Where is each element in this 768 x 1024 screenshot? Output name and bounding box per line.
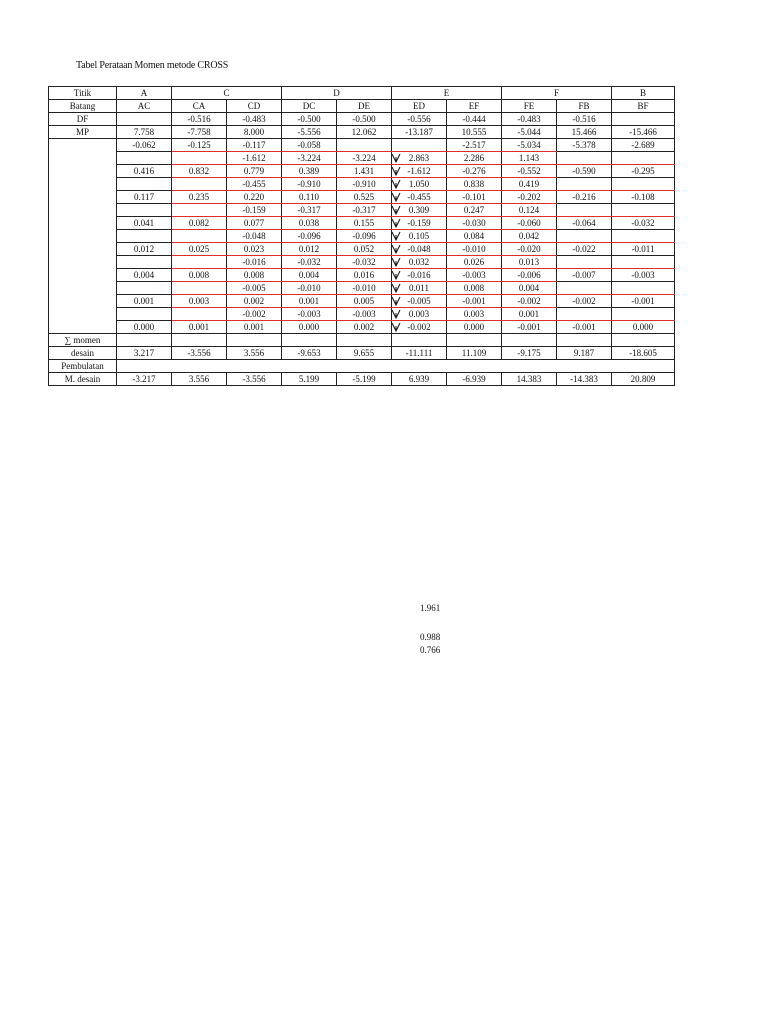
iteration-cell: 0.041 [117, 217, 172, 230]
iteration-cell: 0.001 [502, 308, 557, 321]
batang-header: AC [117, 100, 172, 113]
iteration-cell: -0.032 [337, 256, 392, 269]
mp-label: MP [49, 126, 117, 139]
iteration-cell: 0.038 [282, 217, 337, 230]
iteration-cell: -0.096 [282, 230, 337, 243]
iteration-cell: 0.008 [172, 269, 227, 282]
carry-arrow-icon [392, 309, 402, 320]
iteration-cell [117, 204, 172, 217]
cross-moment-table [48, 86, 675, 386]
carry-arrow-icon [392, 166, 402, 177]
iteration-cell: -0.002 [392, 321, 447, 334]
iteration-cell: -0.010 [282, 282, 337, 295]
iteration-cell [172, 308, 227, 321]
carry-arrow-icon [392, 231, 402, 242]
carry-arrow-icon [392, 179, 402, 190]
iteration-cell [557, 230, 612, 243]
iteration-cell [172, 256, 227, 269]
batang-header: CD [227, 100, 282, 113]
sum-cell: 9.187 [557, 347, 612, 360]
sum-cell: -3.556 [172, 347, 227, 360]
carry-arrow-icon [392, 283, 402, 294]
iteration-cell: -0.910 [337, 178, 392, 191]
iteration-cell: 0.002 [337, 321, 392, 334]
iteration-cell: 0.110 [282, 191, 337, 204]
iteration-cell: -0.003 [447, 269, 502, 282]
iteration-cell: -0.016 [392, 269, 447, 282]
sum-cell: 11.109 [447, 347, 502, 360]
df-cell: -0.500 [282, 113, 337, 126]
iteration-cell: 0.105 [392, 230, 447, 243]
iteration-cell: -0.108 [612, 191, 675, 204]
iteration-cell: 0.016 [337, 269, 392, 282]
iteration-cell [117, 178, 172, 191]
iteration-cell: 0.084 [447, 230, 502, 243]
iteration-cell: -0.117 [227, 139, 282, 152]
iteration-cell: 0.155 [337, 217, 392, 230]
df-cell: -0.500 [337, 113, 392, 126]
iteration-cell: 0.117 [117, 191, 172, 204]
iteration-cell [392, 139, 447, 152]
iteration-cell: -0.002 [557, 295, 612, 308]
iteration-cell [612, 204, 675, 217]
batang-header: ED [392, 100, 447, 113]
sum-spacer [557, 334, 612, 347]
iteration-cell: 0.001 [227, 321, 282, 334]
iteration-cell: -0.003 [282, 308, 337, 321]
iteration-row [49, 282, 675, 295]
iteration-cell: -0.022 [557, 243, 612, 256]
iteration-cell [557, 308, 612, 321]
iteration-cell: -0.003 [612, 269, 675, 282]
df-cell: -0.516 [557, 113, 612, 126]
iteration-row [49, 139, 675, 152]
iteration-cell [117, 152, 172, 165]
iteration-cell [172, 152, 227, 165]
iteration-cell: 0.000 [447, 321, 502, 334]
iteration-cell: -0.006 [502, 269, 557, 282]
titik-label: Titik [49, 87, 117, 100]
titik-header: A [117, 87, 172, 100]
iteration-cell: 0.002 [227, 295, 282, 308]
iteration-cell: -0.010 [337, 282, 392, 295]
iteration-cell: 0.005 [337, 295, 392, 308]
iteration-cell: 0.082 [172, 217, 227, 230]
iteration-cell: -0.016 [227, 256, 282, 269]
iteration-cell [612, 282, 675, 295]
iteration-cell: -0.048 [392, 243, 447, 256]
iteration-cell: 0.838 [447, 178, 502, 191]
iteration-cell: 0.025 [172, 243, 227, 256]
mp-cell: 7.758 [117, 126, 172, 139]
titik-header: F [502, 87, 612, 100]
iteration-cell: -2.517 [447, 139, 502, 152]
iteration-cell: 0.001 [117, 295, 172, 308]
iteration-cell: -0.101 [447, 191, 502, 204]
df-row [49, 113, 675, 126]
iteration-cell: -0.455 [227, 178, 282, 191]
sum-label: desain [49, 347, 117, 360]
df-cell [612, 113, 675, 126]
df-cell: -0.483 [227, 113, 282, 126]
iteration-cell: 0.023 [227, 243, 282, 256]
carry-arrow-icon [392, 296, 402, 307]
carry-arrow-icon [392, 270, 402, 281]
iteration-cell [612, 256, 675, 269]
rounded-cell: -3.217 [117, 373, 172, 386]
iteration-cell: -0.590 [557, 165, 612, 178]
iteration-cell: -0.011 [612, 243, 675, 256]
rounded-cell: 3.556 [172, 373, 227, 386]
rounded-cell: 20.809 [612, 373, 675, 386]
iteration-cell [117, 308, 172, 321]
iteration-cell: -2.689 [612, 139, 675, 152]
iteration-cell: 0.124 [502, 204, 557, 217]
iteration-cell: -0.005 [392, 295, 447, 308]
sum-spacer [337, 334, 392, 347]
iteration-cell: -0.295 [612, 165, 675, 178]
iteration-row [49, 230, 675, 243]
iteration-cell [612, 230, 675, 243]
sum-cell: -9.653 [282, 347, 337, 360]
sum-spacer [392, 334, 447, 347]
iteration-cell: 0.416 [117, 165, 172, 178]
iteration-cell: 2.286 [447, 152, 502, 165]
iteration-cell: 0.026 [447, 256, 502, 269]
iteration-cell: 0.042 [502, 230, 557, 243]
batang-header: FE [502, 100, 557, 113]
extra-value-1: 1.961 [420, 603, 441, 613]
iteration-cell: -0.007 [557, 269, 612, 282]
iteration-cell [117, 230, 172, 243]
iteration-cell: 0.000 [612, 321, 675, 334]
iteration-cell [117, 256, 172, 269]
iteration-cell [172, 230, 227, 243]
iteration-row [49, 178, 675, 191]
batang-row [49, 100, 675, 113]
iteration-row [49, 152, 675, 165]
df-label: DF [49, 113, 117, 126]
iteration-cell: -0.032 [612, 217, 675, 230]
rounded-cell: 5.199 [282, 373, 337, 386]
iteration-row [49, 295, 675, 308]
mp-cell: -5.044 [502, 126, 557, 139]
extra-value-2: 0.988 [420, 632, 441, 642]
sum-spacer [117, 334, 172, 347]
iteration-cell: 0.000 [117, 321, 172, 334]
iteration-cell: -0.048 [227, 230, 282, 243]
iteration-cell: 0.008 [227, 269, 282, 282]
iteration-cell: -0.060 [502, 217, 557, 230]
round-spacer [117, 360, 675, 373]
batang-header: FB [557, 100, 612, 113]
iteration-cell [612, 178, 675, 191]
iteration-cell: 0.008 [447, 282, 502, 295]
extra-value-3: 0.766 [420, 645, 441, 655]
iteration-cell: -0.001 [557, 321, 612, 334]
iteration-cell [337, 139, 392, 152]
iteration-cell: -0.002 [502, 295, 557, 308]
mp-row [49, 126, 675, 139]
iteration-cell: 0.779 [227, 165, 282, 178]
mp-cell: -13.187 [392, 126, 447, 139]
iteration-cell: 2.863 [392, 152, 447, 165]
iteration-cell: 0.012 [117, 243, 172, 256]
carry-arrow-icon [392, 218, 402, 229]
iteration-cell: -0.159 [227, 204, 282, 217]
sum-cell: 3.556 [227, 347, 282, 360]
df-cell: -0.483 [502, 113, 557, 126]
iteration-cell: -3.224 [282, 152, 337, 165]
iteration-cell [172, 282, 227, 295]
carry-arrow-icon [392, 244, 402, 255]
round-row-top [49, 360, 675, 373]
iteration-cell [172, 204, 227, 217]
iteration-cell: 0.004 [117, 269, 172, 282]
table-title: Tabel Perataan Momen metode CROSS [76, 60, 229, 71]
iteration-row [49, 321, 675, 334]
sum-cell: -9.175 [502, 347, 557, 360]
iteration-cell: -3.224 [337, 152, 392, 165]
iteration-cell: -1.612 [227, 152, 282, 165]
sum-cell: -18.605 [612, 347, 675, 360]
iteration-cell: -0.910 [282, 178, 337, 191]
mp-cell: 12.062 [337, 126, 392, 139]
iteration-cell: -0.002 [227, 308, 282, 321]
mp-cell: 8.000 [227, 126, 282, 139]
iteration-row [49, 191, 675, 204]
titik-header: D [282, 87, 392, 100]
iteration-cell [557, 178, 612, 191]
sum-row-top [49, 334, 675, 347]
carry-arrow-icon [392, 322, 402, 333]
iteration-row [49, 217, 675, 230]
iteration-cell [557, 204, 612, 217]
iteration-cell [172, 178, 227, 191]
iteration-cell: 0.001 [172, 321, 227, 334]
sum-spacer [612, 334, 675, 347]
carry-arrow-icon [392, 257, 402, 268]
iteration-cell: -0.062 [117, 139, 172, 152]
iteration-cell: -0.216 [557, 191, 612, 204]
sum-spacer [227, 334, 282, 347]
iteration-cell: 0.003 [447, 308, 502, 321]
sum-spacer [502, 334, 557, 347]
batang-header: EF [447, 100, 502, 113]
iteration-cell: 0.309 [392, 204, 447, 217]
sum-spacer [172, 334, 227, 347]
titik-header: C [172, 87, 282, 100]
iteration-cell: -0.058 [282, 139, 337, 152]
iteration-cell: 0.220 [227, 191, 282, 204]
sum-label-top: ∑ momen [49, 334, 117, 347]
rounded-cell: -3.556 [227, 373, 282, 386]
iteration-row [49, 165, 675, 178]
iteration-cell: -0.317 [282, 204, 337, 217]
iteration-cell: -0.032 [282, 256, 337, 269]
round-label: M. desain [49, 373, 117, 386]
batang-label: Batang [49, 100, 117, 113]
iteration-cell: 0.011 [392, 282, 447, 295]
iteration-cell: -0.064 [557, 217, 612, 230]
iteration-cell: 0.004 [282, 269, 337, 282]
carry-arrow-icon [392, 192, 402, 203]
rounded-cell: -6.939 [447, 373, 502, 386]
iteration-cell: -5.034 [502, 139, 557, 152]
iteration-cell: 0.013 [502, 256, 557, 269]
iteration-cell [117, 282, 172, 295]
iteration-cell: -0.030 [447, 217, 502, 230]
mp-cell: 10.555 [447, 126, 502, 139]
iteration-cell: 1.050 [392, 178, 447, 191]
iteration-cell: 0.247 [447, 204, 502, 217]
iteration-cell [557, 152, 612, 165]
iteration-cell: -0.455 [392, 191, 447, 204]
iteration-cell: 1.143 [502, 152, 557, 165]
df-cell: -0.556 [392, 113, 447, 126]
round-row [49, 373, 675, 386]
batang-header: DE [337, 100, 392, 113]
iteration-row [49, 269, 675, 282]
iteration-cell: -1.612 [392, 165, 447, 178]
sum-cell: -11.111 [392, 347, 447, 360]
iteration-cell: -0.005 [227, 282, 282, 295]
iteration-cell: 0.389 [282, 165, 337, 178]
iteration-cell: -0.003 [337, 308, 392, 321]
iteration-row [49, 308, 675, 321]
iteration-cell: 1.431 [337, 165, 392, 178]
sum-spacer [447, 334, 502, 347]
iteration-cell: -0.096 [337, 230, 392, 243]
mp-cell: 15.466 [557, 126, 612, 139]
iteration-cell: 0.032 [392, 256, 447, 269]
iteration-cell: 0.012 [282, 243, 337, 256]
iteration-cell: 0.003 [392, 308, 447, 321]
df-cell [117, 113, 172, 126]
sum-row [49, 347, 675, 360]
iteration-cell: 0.003 [172, 295, 227, 308]
iteration-cell [612, 308, 675, 321]
iteration-cell: -0.125 [172, 139, 227, 152]
iteration-cell [612, 152, 675, 165]
iteration-cell: 0.525 [337, 191, 392, 204]
iteration-cell: -0.010 [447, 243, 502, 256]
titik-header: B [612, 87, 675, 100]
iteration-cell: 0.001 [282, 295, 337, 308]
iteration-cell: 0.000 [282, 321, 337, 334]
iteration-cell: -0.001 [502, 321, 557, 334]
rounded-cell: -14.383 [557, 373, 612, 386]
iteration-cell: -0.202 [502, 191, 557, 204]
iteration-cell: -0.020 [502, 243, 557, 256]
rounded-cell: 14.383 [502, 373, 557, 386]
mp-cell: -15.466 [612, 126, 675, 139]
sum-cell: 9.655 [337, 347, 392, 360]
iteration-row [49, 204, 675, 217]
mp-cell: -5.556 [282, 126, 337, 139]
titik-row [49, 87, 675, 100]
iteration-cell: -5.378 [557, 139, 612, 152]
sum-cell: 3.217 [117, 347, 172, 360]
titik-header: E [392, 87, 502, 100]
iteration-cell: 0.832 [172, 165, 227, 178]
iteration-row [49, 256, 675, 269]
iteration-cell: -0.317 [337, 204, 392, 217]
batang-header: DC [282, 100, 337, 113]
iteration-cell: -0.001 [447, 295, 502, 308]
iteration-cell [557, 256, 612, 269]
iteration-cell: -0.001 [612, 295, 675, 308]
batang-header: CA [172, 100, 227, 113]
iteration-row [49, 243, 675, 256]
mp-cell: -7.758 [172, 126, 227, 139]
iteration-cell: -0.276 [447, 165, 502, 178]
iteration-label-cell [49, 139, 117, 334]
rounded-cell: -5.199 [337, 373, 392, 386]
sum-spacer [282, 334, 337, 347]
rounded-cell: 6.939 [392, 373, 447, 386]
batang-header: BF [612, 100, 675, 113]
iteration-cell: 0.004 [502, 282, 557, 295]
iteration-cell: 0.052 [337, 243, 392, 256]
round-label-top: Pembulatan [49, 360, 117, 373]
iteration-cell: 0.419 [502, 178, 557, 191]
iteration-cell: 0.235 [172, 191, 227, 204]
iteration-cell [557, 282, 612, 295]
carry-arrow-icon [392, 205, 402, 216]
iteration-cell: -0.552 [502, 165, 557, 178]
iteration-cell: -0.159 [392, 217, 447, 230]
df-cell: -0.516 [172, 113, 227, 126]
df-cell: -0.444 [447, 113, 502, 126]
iteration-cell: 0.077 [227, 217, 282, 230]
carry-arrow-icon [392, 153, 402, 164]
